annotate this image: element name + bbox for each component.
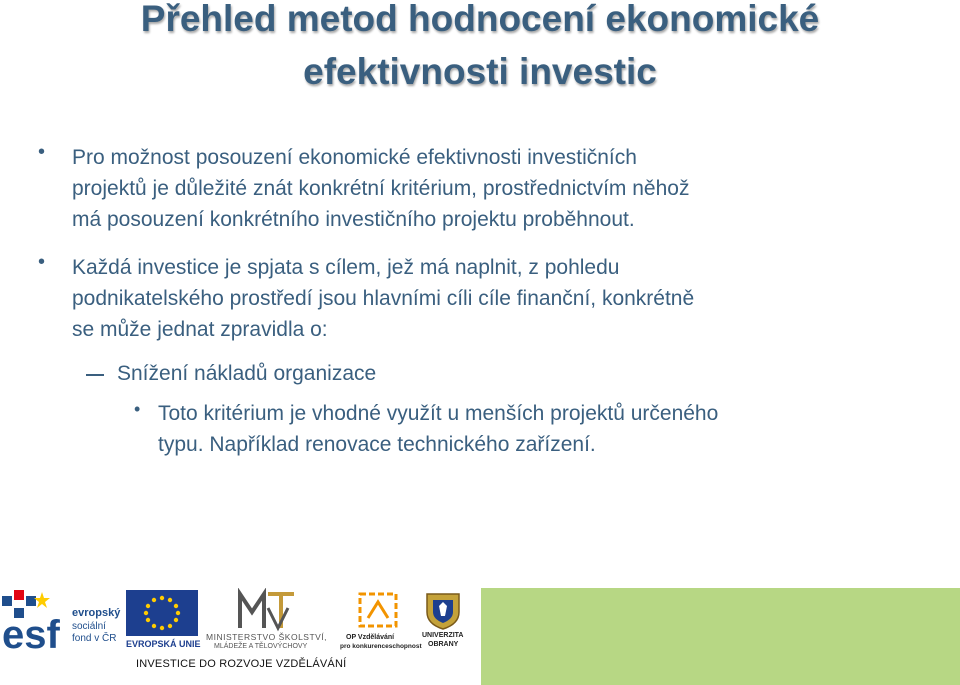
eu-label: EVROPSKÁ UNIE [126,639,201,649]
bullet-2-line-3: se může jednat zpravidla o: [72,318,328,341]
bullet-marker: • [38,251,46,273]
esf-logo [2,590,120,654]
bullet-1-line-3: má posouzení konkrétního investičního projektu proběhnout. [72,208,635,231]
green-band [481,588,960,685]
unob-label-1: UNIVERZITA [422,632,464,639]
eu-logo [126,590,202,652]
unob-logo [418,588,468,654]
msmt-label-1: MINISTERSTVO ŠKOLSTVÍ, [206,632,328,642]
esf-text-3: fond v ČR [72,633,117,644]
esf-text-1: evropský [72,607,121,619]
slide-title [0,0,960,98]
op-vk-emblem-icon [354,590,404,630]
dash-marker [86,374,104,376]
title-line-1: Přehled metod hodnocení ekonomické [140,0,820,39]
footer-caption: INVESTICE DO ROZVOJE VZDĚLÁVÁNÍ [136,658,347,670]
footer-logos [0,588,960,685]
title-line-2: efektivnosti investic [303,51,657,92]
msmt-logo [206,588,332,654]
bullet-2-line-1: Každá investice je spjata s cílem, jež má naplnit, z pohledu [72,256,620,279]
bullet-1-line-1: Pro možnost posouzení ekonomické efektivnosti investičních [72,146,637,169]
shield-icon [423,588,463,630]
eu-flag-icon [126,590,198,636]
bullet-marker: • [134,399,141,419]
unob-label-2: OBRANY [428,641,459,648]
sub-item: Snížení nákladů organizace [117,362,377,385]
sub-sub-line-2: typu. Například renovace technického zařízení. [158,433,596,456]
op-vk-logo [340,590,420,654]
svg-text:esf: esf [2,613,60,654]
esf-text-2: sociální [72,621,106,632]
sub-sub-line-1: Toto kritérium je vhodné využít u menších projektů určeného [158,402,719,425]
msmt-emblem-icon [238,588,298,632]
op-label-1: OP Vzdělávání [346,634,395,641]
bullet-marker: • [38,141,46,163]
msmt-label-2: MLÁDEŽE A TĚLOVÝCHOVY [214,643,308,650]
bullet-1-line-2: projektů je důležité znát konkrétní kritérium, prostřednictvím něhož [72,177,690,200]
op-label-2: pro konkurenceschopnost [340,643,422,650]
bullet-2-line-2: podnikatelského prostředí jsou hlavními cíli cíle finanční, konkrétně [72,287,695,310]
